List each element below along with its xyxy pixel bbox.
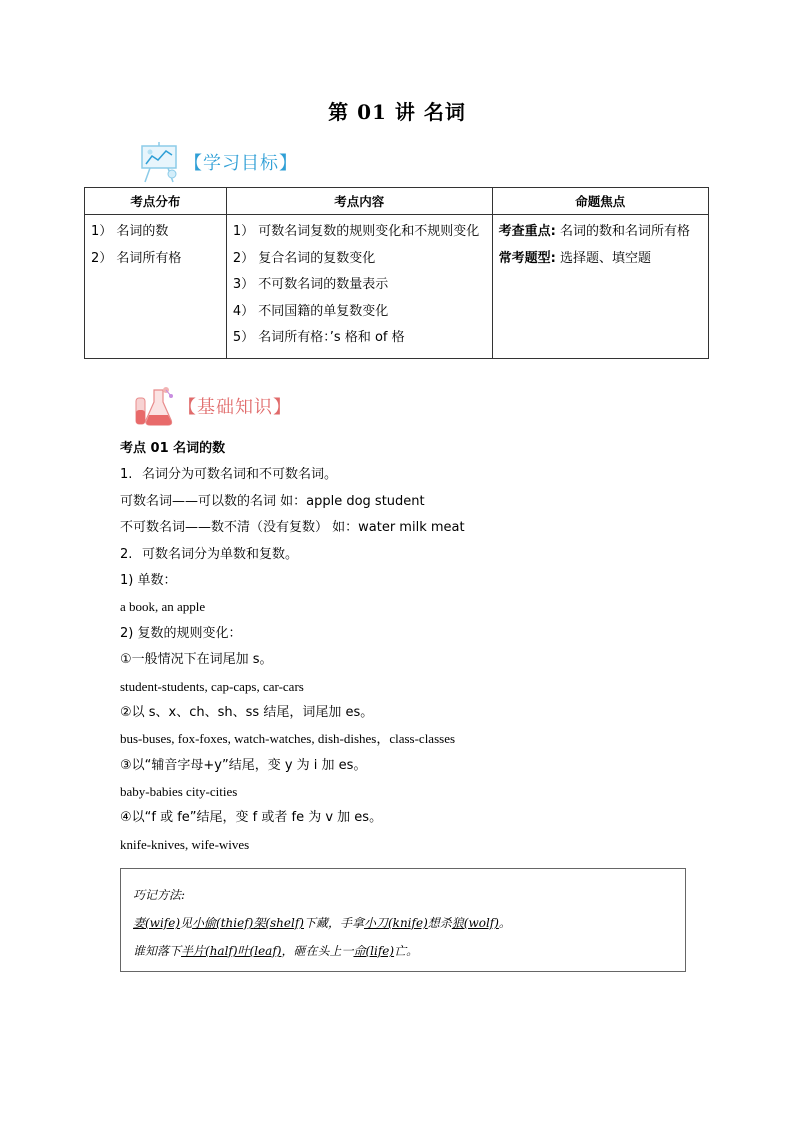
text-line: ②以 s、x、ch、sh、ss 结尾，词尾加 es。 xyxy=(120,704,374,720)
text-line: 1) 单数： xyxy=(120,572,177,588)
basics-banner xyxy=(130,384,292,428)
text-line: ③以“辅音字母+y”结尾，变 y 为 i 加 es。 xyxy=(120,757,367,773)
focus-label: 考查重点: xyxy=(498,224,556,239)
table-row xyxy=(85,215,709,359)
page-title: 第 01 讲 名词 xyxy=(328,100,466,124)
flask-icon xyxy=(130,384,176,428)
goals-banner-label: 【学习目标】 xyxy=(184,153,298,174)
question-type-label: 常考题型: xyxy=(498,250,556,266)
example-line: a book, an apple xyxy=(120,599,206,615)
mnemonic-box xyxy=(120,868,686,972)
text-line: 1. 名词分为可数名词和不可数名词。 xyxy=(120,467,338,483)
mnemonic-line: 妻(wife)见小偷(thief)架(shelf)下藏，手拿小刀(knife)想杀狼(wolf)。 xyxy=(133,916,511,930)
list-item: 4） 不同国籍的单复数变化 xyxy=(232,303,389,319)
example-line: knife-knives, wife-wives xyxy=(120,836,250,852)
basics-banner-label: 【基础知识】 xyxy=(178,397,292,418)
list-item: 2） 复合名词的复数变化 xyxy=(232,250,376,266)
example-line: baby-babies city-cities xyxy=(120,784,238,800)
text-line: 2) 复数的规则变化： xyxy=(120,625,242,641)
text-line: 2. 可数名词分为单数和复数。 xyxy=(120,546,299,562)
mnemonic-title: 巧记方法: xyxy=(133,888,186,902)
table-header-focus: 命题焦点 xyxy=(492,188,708,215)
basics-content xyxy=(120,436,700,858)
list-item: 3） 不可数名词的数量表示 xyxy=(232,277,389,292)
list-item: 2） 名词所有格 xyxy=(91,250,182,266)
table-header-distribution: 考点分布 xyxy=(85,188,227,215)
whiteboard-icon xyxy=(136,140,182,184)
text-line: ①一般情况下在词尾加 s。 xyxy=(120,652,273,668)
example-line: student-students, cap-caps, car-cars xyxy=(120,678,304,694)
distribution-cell xyxy=(85,215,227,359)
mnemonic-line: 谁知落下半片(half)叶(leaf)，砸在头上一命(life)亡。 xyxy=(133,944,419,958)
goals-banner xyxy=(136,140,298,184)
list-item xyxy=(499,219,702,246)
list-item xyxy=(499,246,702,273)
list-item: 1） 名词的数 xyxy=(91,224,169,239)
example-line: bus-buses, fox-foxes, watch-watches, dish-dishes，class-classes xyxy=(120,731,456,747)
focus-cell xyxy=(492,215,708,359)
table-header-content: 考点内容 xyxy=(226,188,492,215)
section-heading: 考点 01 名词的数 xyxy=(120,441,226,456)
text-line: 可数名词——可以数的名词 如：apple dog student xyxy=(120,493,425,509)
content-cell xyxy=(226,215,492,359)
text-line: ④以“f 或 fe”结尾，变 f 或者 fe 为 v 加 es。 xyxy=(120,810,383,826)
focus-text: 名词的数和名词所有格 xyxy=(555,224,690,239)
goals-table xyxy=(84,187,709,359)
text-line: 不可数名词——数不清（没有复数） 如：water milk meat xyxy=(120,520,465,536)
question-type-text: 选择题、填空题 xyxy=(555,250,651,266)
list-item: 1） 可数名词复数的规则变化和不规则变化 xyxy=(232,224,480,239)
list-item: 5） 名词所有格：’s 格和 of 格 xyxy=(232,330,405,345)
